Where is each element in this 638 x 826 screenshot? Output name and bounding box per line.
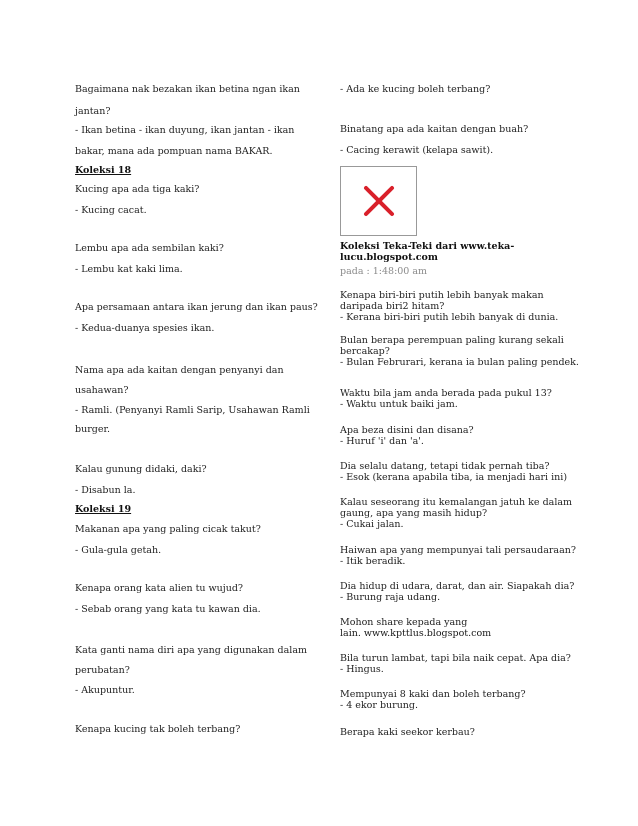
qa-block: [340, 497, 585, 530]
qa-block: [340, 581, 585, 603]
question-text: Waktu bila jam anda berada pada pukul 13?: [340, 388, 552, 399]
answer-text: - Kerana biri-biri putih lebih banyak di dunia.: [340, 312, 559, 323]
answer-text: - Sebab orang yang kata tu kawan dia.: [75, 604, 261, 615]
question-text: Nama apa ada kaitan dengan penyanyi dan: [75, 365, 284, 376]
question-text: Kalau seseorang itu kemalangan jatuh ke dalam: [340, 497, 573, 508]
answer-text: - Gula-gula getah.: [75, 545, 162, 556]
answer-text: - Huruf 'i' dan 'a'.: [340, 436, 424, 447]
question-text: Kenapa biri-biri putih lebih banyak makan: [340, 290, 544, 301]
question-text: Dia hidup di udara, darat, dan air. Siapakah dia?: [340, 581, 575, 592]
share-note: [340, 617, 585, 639]
question-text: bercakap?: [340, 346, 390, 357]
question-text: Mempunyai 8 kaki dan boleh terbang?: [340, 689, 526, 700]
question-text: daripada biri2 hitam?: [340, 301, 445, 312]
section-heading-koleksi-18: Koleksi 18: [75, 165, 132, 176]
question-text: Bagaimana nak bezakan ikan betina ngan ikan: [75, 84, 300, 95]
question-text: perubatan?: [75, 665, 130, 676]
question-text: Apa beza disini dan disana?: [340, 425, 474, 436]
question-text: Berapa kaki seekor kerbau?: [340, 727, 475, 738]
post-title: [340, 241, 585, 263]
section-heading-koleksi-19: Koleksi 19: [75, 504, 132, 515]
question-text: Dia selalu datang, tetapi tidak pernah tiba?: [340, 461, 550, 472]
question-text: usahawan?: [75, 385, 129, 396]
answer-text: - Akupuntur.: [75, 685, 135, 696]
qa-block: [340, 545, 585, 567]
answer-text: - Itik beradik.: [340, 556, 406, 567]
qa-block: [340, 461, 585, 483]
question-text: jantan?: [75, 106, 111, 117]
question-text: Kenapa orang kata alien tu wujud?: [75, 583, 244, 594]
question-text: Apa persamaan antara ikan jerung dan ikan paus?: [75, 302, 318, 313]
share-text: Mohon share kepada yang: [340, 617, 468, 628]
qa-block: [340, 388, 585, 410]
question-text: Lembu apa ada sembilan kaki?: [75, 243, 224, 254]
post-title-line: Koleksi Teka-Teki dari www.teka-: [340, 241, 515, 252]
post-timestamp: pada : 1:48:00 am: [340, 266, 428, 277]
qa-block: [340, 425, 585, 447]
qa-block: [340, 290, 585, 323]
answer-text: bakar, mana ada pompuan nama BAKAR.: [75, 146, 273, 157]
question-text: Haiwan apa yang mempunyai tali persaudaraan?: [340, 545, 576, 556]
question-text: Kenapa kucing tak boleh terbang?: [75, 724, 241, 735]
question-text: gaung, apa yang masih hidup?: [340, 508, 488, 519]
question-text: Kata ganti nama diri apa yang digunakan dalam: [75, 645, 307, 656]
answer-text: - Ramli. (Penyanyi Ramli Sarip, Usahawan Ramli: [75, 405, 310, 416]
share-link[interactable]: lain. www.kpttlus.blogspot.com: [340, 628, 492, 639]
answer-text: - Burung raja udang.: [340, 592, 441, 603]
answer-text: - Kucing cacat.: [75, 205, 147, 216]
answer-text: - Cukai jalan.: [340, 519, 404, 530]
answer-text: - Disabun la.: [75, 485, 136, 496]
answer-text: - Esok (kerana apabila tiba, ia menjadi hari ini): [340, 472, 568, 483]
answer-text: - Ada ke kucing boleh terbang?: [340, 84, 491, 95]
answer-text: - Kedua-duanya spesies ikan.: [75, 323, 215, 334]
answer-text: burger.: [75, 424, 110, 435]
qa-block: [340, 727, 585, 738]
question-text: Makanan apa yang paling cicak takut?: [75, 524, 261, 535]
qa-block: [340, 653, 585, 675]
qa-block: [340, 689, 585, 711]
broken-image-placeholder: [340, 166, 417, 236]
answer-text: - 4 ekor burung.: [340, 700, 419, 711]
question-text: Kalau gunung didaki, daki?: [75, 464, 207, 475]
answer-text: - Lembu kat kaki lima.: [75, 264, 183, 275]
answer-text: - Cacing kerawit (kelapa sawit).: [340, 145, 494, 156]
question-text: Kucing apa ada tiga kaki?: [75, 184, 200, 195]
answer-text: - Waktu untuk baiki jam.: [340, 399, 458, 410]
question-text: Bulan berapa perempuan paling kurang sekali: [340, 335, 564, 346]
question-text: Bila turun lambat, tapi bila naik cepat. Apa dia?: [340, 653, 571, 664]
qa-block: [340, 335, 585, 368]
answer-text: - Hingus.: [340, 664, 384, 675]
broken-image-icon: [361, 183, 397, 219]
post-title-line: lucu.blogspot.com: [340, 252, 438, 263]
question-text: Binatang apa ada kaitan dengan buah?: [340, 124, 529, 135]
answer-text: - Bulan Februrari, kerana ia bulan paling pendek.: [340, 357, 579, 368]
answer-text: - Ikan betina - ikan duyung, ikan jantan - ikan: [75, 125, 295, 136]
